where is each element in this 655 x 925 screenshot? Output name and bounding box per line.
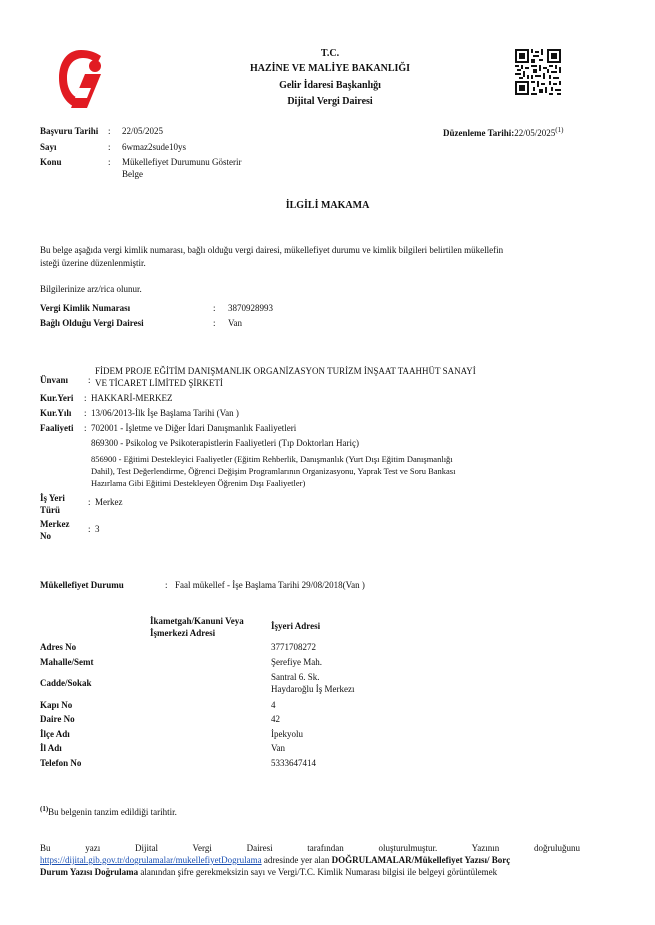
address-row-label: Kapı No <box>40 700 73 710</box>
colon: : <box>165 580 168 590</box>
colon: : <box>213 318 216 328</box>
verification-link[interactable]: https://dijital.gib.gov.tr/dogrulamalar/mukellefiyetDogrulama <box>40 855 262 865</box>
faaliyet-item-3b: Dahil), Test Değerlendirme, Öğrenci Değişim Programlarının Organizasyonu, Yaprak Test ve Soru Bankası <box>91 466 456 476</box>
merkez-label-1: Merkez <box>40 519 70 529</box>
page-title: İLGİLİ MAKAMA <box>285 200 370 211</box>
vd-label: Bağlı Olduğu Vergi Dairesi <box>40 318 144 328</box>
intro-line-1: Bu belge aşağıda vergi kimlik numarası, bağlı olduğu vergi dairesi, mükellefiyet durumu ve kimlik bilgileri belirtilen mükellefin <box>40 245 504 255</box>
footer-line-2-mid: adresinde yer alan <box>261 855 332 865</box>
merkez-value: 3 <box>95 524 100 534</box>
colon: : <box>88 375 91 385</box>
address-col1-header-2: İşmerkezi Adresi <box>150 628 216 638</box>
unvan-line-1: FİDEM PROJE EĞİTİM DANIŞMANLIK ORGANİZASYON TURİZM İNŞAAT TAAHHÜT SANAYİ <box>95 366 476 376</box>
address-row-value-2: Haydaroğlu İş Merkezı <box>271 684 355 694</box>
kuryeri-label: Kur.Yeri <box>40 393 74 403</box>
address-row-value: İpekyolu <box>271 729 303 739</box>
vkn-label: Vergi Kimlik Numarası <box>40 303 131 313</box>
vd-value: Van <box>228 318 242 328</box>
address-col1-header-1: İkametgah/Kanuni Veya <box>150 616 244 626</box>
faaliyet-item-2: 869300 - Psikolog ve Psikoterapistlerin Faaliyetleri (Tıp Doktorları Hariç) <box>91 438 359 448</box>
faaliyet-label: Faaliyeti <box>40 423 74 433</box>
address-row-label: Daire No <box>40 714 75 724</box>
address-row-label: İlçe Adı <box>40 729 70 739</box>
intro-line-2: isteği üzerine düzenlenmiştir. <box>40 258 146 268</box>
duzenleme-value: 22/05/2025 <box>514 128 556 138</box>
header-office: Dijital Vergi Dairesi <box>287 96 373 107</box>
address-row-value: 42 <box>271 714 280 724</box>
colon: : <box>108 157 111 167</box>
address-row-value: Van <box>271 743 285 753</box>
address-row-value: 4 <box>271 700 276 710</box>
isyeri-value: Merkez <box>95 497 123 507</box>
header-agency: Gelir İdaresi Başkanlığı <box>279 80 381 91</box>
footer-line-1: Bu yazı Dijital Vergi Dairesi tarafından oluşturulmuştur. Yazının doğruluğunu <box>40 843 580 853</box>
footnote <box>40 805 177 817</box>
duzenleme-date <box>443 126 563 138</box>
footer-line-3-rest: alanından şifre gerekmeksizin sayı ve Vergi/T.C. Kimlik Numarası bilgisi ile belgeyi görüntülemek <box>138 867 498 877</box>
address-row-label: İl Adı <box>40 743 62 753</box>
address-row-value: Santral 6. Sk. <box>271 672 320 682</box>
sayi-label: Sayı <box>40 142 57 152</box>
address-row-label: Cadde/Sokak <box>40 678 92 688</box>
faaliyet-item-3a: 856900 - Eğitimi Destekleyici Faaliyetler (Eğitim Rehberlik, Danışmanlık (Yurt Dışı Eğitim Danışmanlığı <box>91 454 453 464</box>
status-label: Mükellefiyet Durumu <box>40 580 124 590</box>
merkez-label-2: No <box>40 531 51 541</box>
konu-label: Konu <box>40 157 62 167</box>
address-row-value: 5333647414 <box>271 758 316 768</box>
konu-value-2: Belge <box>122 169 143 179</box>
colon: : <box>84 408 87 418</box>
footer-line-3-bold: Durum Yazısı Doğrulama <box>40 867 139 877</box>
colon: : <box>108 142 111 152</box>
sayi-value: 6wmaz2sude10ys <box>122 142 186 152</box>
basvuru-label: Başvuru Tarihi <box>40 126 99 136</box>
footer-line-2 <box>40 855 585 865</box>
footnote-text: Bu belgenin tanzim edildiği tarihtir. <box>48 807 177 817</box>
faaliyet-item-1: 702001 - İşletme ve Diğer İdari Danışmanlık Faaliyetleri <box>91 423 297 433</box>
footer-line-2-bold: DOĞRULAMALAR/Mükellefiyet Yazısı/ Borç <box>331 855 511 865</box>
colon: : <box>213 303 216 313</box>
duzenleme-label: Düzenleme Tarihi: <box>443 128 515 138</box>
unvan-line-2: VE TİCARET LİMİTED ŞİRKETİ <box>95 378 223 388</box>
qr-code <box>515 49 561 95</box>
intro-line-3: Bilgilerinize arz/rica olunur. <box>40 284 142 294</box>
address-row-label: Telefon No <box>40 758 82 768</box>
isyeri-label-1: İş Yeri <box>40 493 65 503</box>
colon: : <box>84 423 87 433</box>
address-row-label: Mahalle/Semt <box>40 657 94 667</box>
address-col2-header: İşyeri Adresi <box>271 621 321 631</box>
colon: : <box>84 393 87 403</box>
colon: : <box>88 497 91 507</box>
vkn-value: 3870928993 <box>228 303 273 313</box>
gib-logo <box>57 48 105 110</box>
header-ministry: HAZİNE VE MALİYE BAKANLIĞI <box>249 63 411 74</box>
kuryeri-value: HAKKARİ-MERKEZ <box>91 393 173 403</box>
status-value: Faal mükellef - İşe Başlama Tarihi 29/08/2018(Van ) <box>175 580 365 590</box>
isyeri-label-2: Türü <box>40 505 61 515</box>
colon: : <box>108 126 111 136</box>
address-row-label: Adres No <box>40 642 77 652</box>
unvan-label: Ünvanı <box>40 375 69 385</box>
kuryili-value: 13/06/2013-İlk İşe Başlama Tarihi (Van ) <box>91 408 239 418</box>
footnote-marker: (1) <box>40 805 49 813</box>
duzenleme-note: (1) <box>555 126 564 134</box>
colon: : <box>88 524 91 534</box>
header-tc: T.C. <box>320 48 340 59</box>
footer-line-3 <box>40 867 585 877</box>
faaliyet-item-3c: Hazırlama Gibi Eğitimi Destekleyen Öğrenim Dışı Faaliyetler) <box>91 478 306 488</box>
konu-value-1: Mükellefiyet Durumunu Gösterir <box>122 157 242 167</box>
kuryili-label: Kur.Yılı <box>40 408 72 418</box>
address-row-value: Şerefiye Mah. <box>271 657 322 667</box>
basvuru-value: 22/05/2025 <box>122 126 164 136</box>
address-row-value: 3771708272 <box>271 642 316 652</box>
